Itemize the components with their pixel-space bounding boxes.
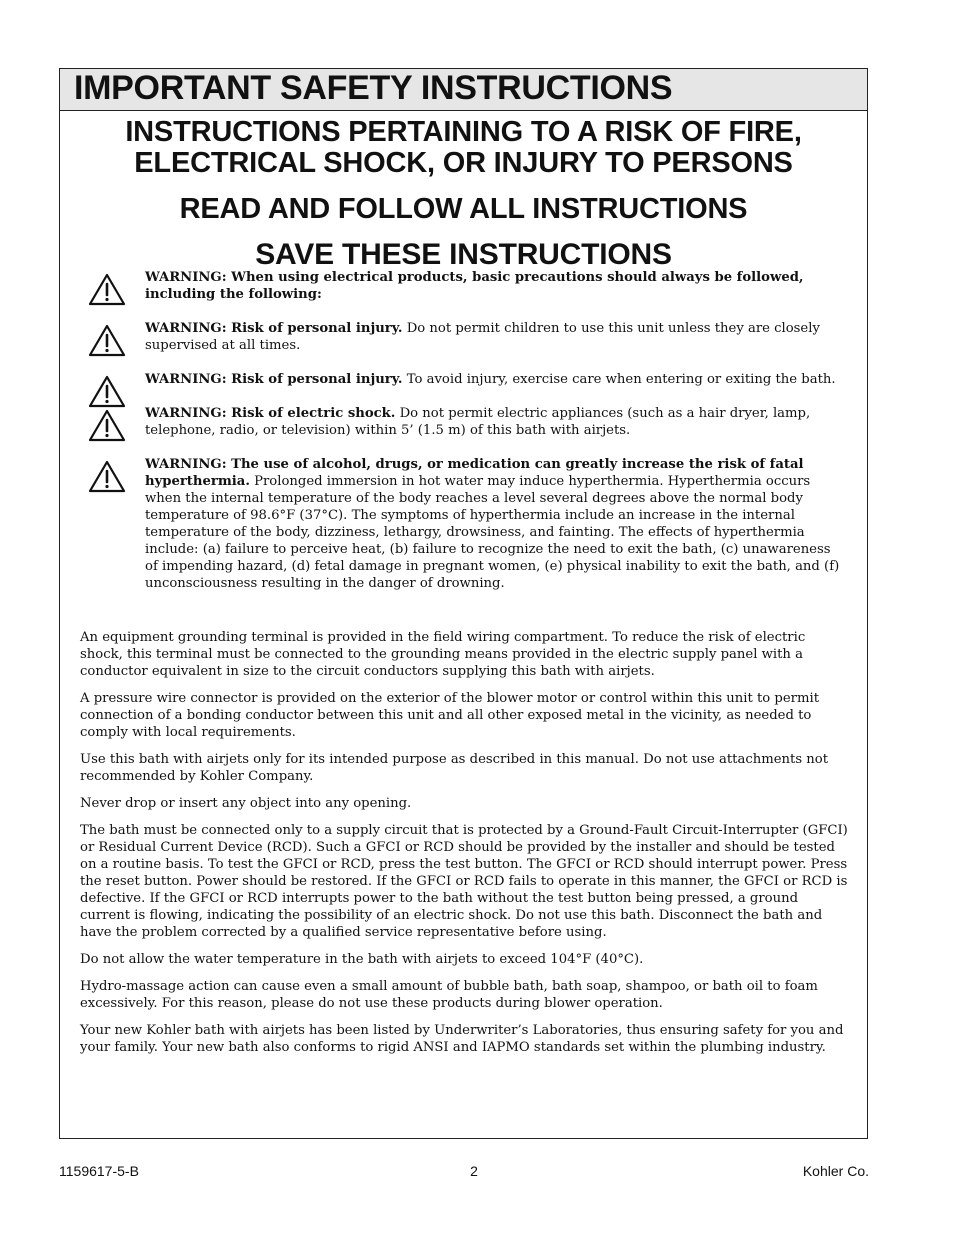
risk-heading <box>60 117 867 179</box>
warning-lead: WARNING: When using electrical products, basic precautions should always be followed, including the following: <box>145 270 804 302</box>
title-bar <box>60 69 867 111</box>
warning-triangle-icon <box>88 375 126 409</box>
paragraph-foam: Hydro-massage action can cause even a small amount of bubble bath, bath soap, shampoo, or bath oil to foam excessively. For this reason, please do not use these products during blower operation. <box>80 979 818 1011</box>
read-heading: READ AND FOLLOW ALL INSTRUCTIONS <box>179 193 748 225</box>
warning-triangle-icon <box>88 273 126 307</box>
page-title: IMPORTANT SAFETY INSTRUCTIONS <box>74 69 673 107</box>
warning-body: Prolonged immersion in hot water may induce hyperthermia. Hyperthermia occurs when the internal temperature of the body reaches a level several degrees above the normal body temperature of 98.6°F (37°C). The symptoms of hyperthermia include an increase in the internal temperature of the body, dizziness, lethargy, drowsiness, and fainting. The effects of hyperthermia include: (a) failure to perceive heat, (b) failure to recognize the need to exit the bath, (c) unawareness of impending hazard, (d) fetal damage in pregnant women, (e) physical inability to exit the bath, and (f) unconsciousness resulting in the danger of drowning. <box>145 474 840 591</box>
warning-text <box>145 320 846 354</box>
page-number: 2 <box>470 1163 478 1179</box>
warning-text <box>145 405 846 439</box>
paragraph-openings: Never drop or insert any object into any opening. <box>80 796 412 811</box>
warning-item <box>86 371 846 388</box>
paragraph-intended-use: Use this bath with airjets only for its intended purpose as described in this manual. Do not use attachments not recommended by Kohler Company. <box>80 752 829 784</box>
warning-item <box>86 320 846 354</box>
page-footer <box>59 1163 869 1183</box>
paragraph-temperature: Do not allow the water temperature in the bath with airjets to exceed 104°F (40°C). <box>80 952 644 967</box>
warning-body: Do not permit electric appliances (such as a hair dryer, lamp, telephone, radio, or television) within 5’ (1.5 m) of this bath with airjets. <box>145 406 811 438</box>
warning-lead: WARNING: Risk of personal injury. <box>145 321 403 336</box>
warning-triangle-icon <box>88 409 126 443</box>
save-heading: SAVE THESE INSTRUCTIONS <box>255 238 672 271</box>
warning-item <box>86 269 846 303</box>
warning-triangle-icon <box>88 324 126 358</box>
warning-body: Do not permit children to use this unit unless they are closely supervised at all times. <box>145 321 820 353</box>
warning-lead: WARNING: Risk of electric shock. <box>145 406 396 421</box>
paragraph-listing: Your new Kohler bath with airjets has been listed by Underwriter’s Laboratories, thus ensuring safety for you and your family. Your new bath also conforms to rigid ANSI and IAPMO standards set within the plumbing industry. <box>80 1023 844 1055</box>
warning-lead: WARNING: The use of alcohol, drugs, or medication can greatly increase the risk of fatal hyperthermia. <box>145 457 804 489</box>
warning-triangle-icon <box>88 460 126 494</box>
paragraph-bonding: A pressure wire connector is provided on the exterior of the blower motor or control within this unit to permit connection of a bonding conductor between this unit and all other exposed metal in the vicinity, as needed to comply with local requirements. <box>80 691 820 740</box>
warning-body: To avoid injury, exercise care when entering or exiting the bath. <box>402 372 836 387</box>
document-number: 1159617-5-B <box>59 1163 139 1179</box>
company-name: Kohler Co. <box>802 1163 869 1179</box>
warning-item <box>86 405 846 439</box>
paragraph-grounding: An equipment grounding terminal is provided in the field wiring compartment. To reduce the risk of electric shock, this terminal must be connected to the grounding means provided in the electric supply panel with a conductor equivalent in size to the circuit conductors supplying this bath with airjets. <box>80 630 806 679</box>
risk-heading-line2: ELECTRICAL SHOCK, OR INJURY TO PERSONS <box>134 147 793 179</box>
warnings-list <box>86 269 846 609</box>
paragraph-gfci: The bath must be connected only to a supply circuit that is protected by a Ground-Fault Circuit-Interrupter (GFCI) or Residual Current Device (RCD). Such a GFCI or RCD should be provided by the installer and should be tested on a routine basis. To test the GFCI or RCD, press the test button. The GFCI or RCD should interrupt power. Press the reset button. Power should be restored. If the GFCI or RCD fails to operate in this manner, the GFCI or RCD is defective. If the GFCI or RCD interrupts power to the bath without the test button being pressed, a ground current is flowing, indicating the possibility of an electric shock. Do not use this bath. Disconnect the bath and have the problem corrected by a qualified service representative before using. <box>80 823 848 940</box>
warning-lead: WARNING: Risk of personal injury. <box>145 372 403 387</box>
instructions-body <box>80 629 850 1066</box>
safety-instructions-box <box>59 68 868 1139</box>
warning-text <box>145 456 846 592</box>
risk-heading-line1: INSTRUCTIONS PERTAINING TO A RISK OF FIRE, <box>125 116 802 148</box>
warning-text <box>145 269 846 303</box>
warning-text <box>145 371 846 388</box>
warning-item <box>86 456 846 592</box>
